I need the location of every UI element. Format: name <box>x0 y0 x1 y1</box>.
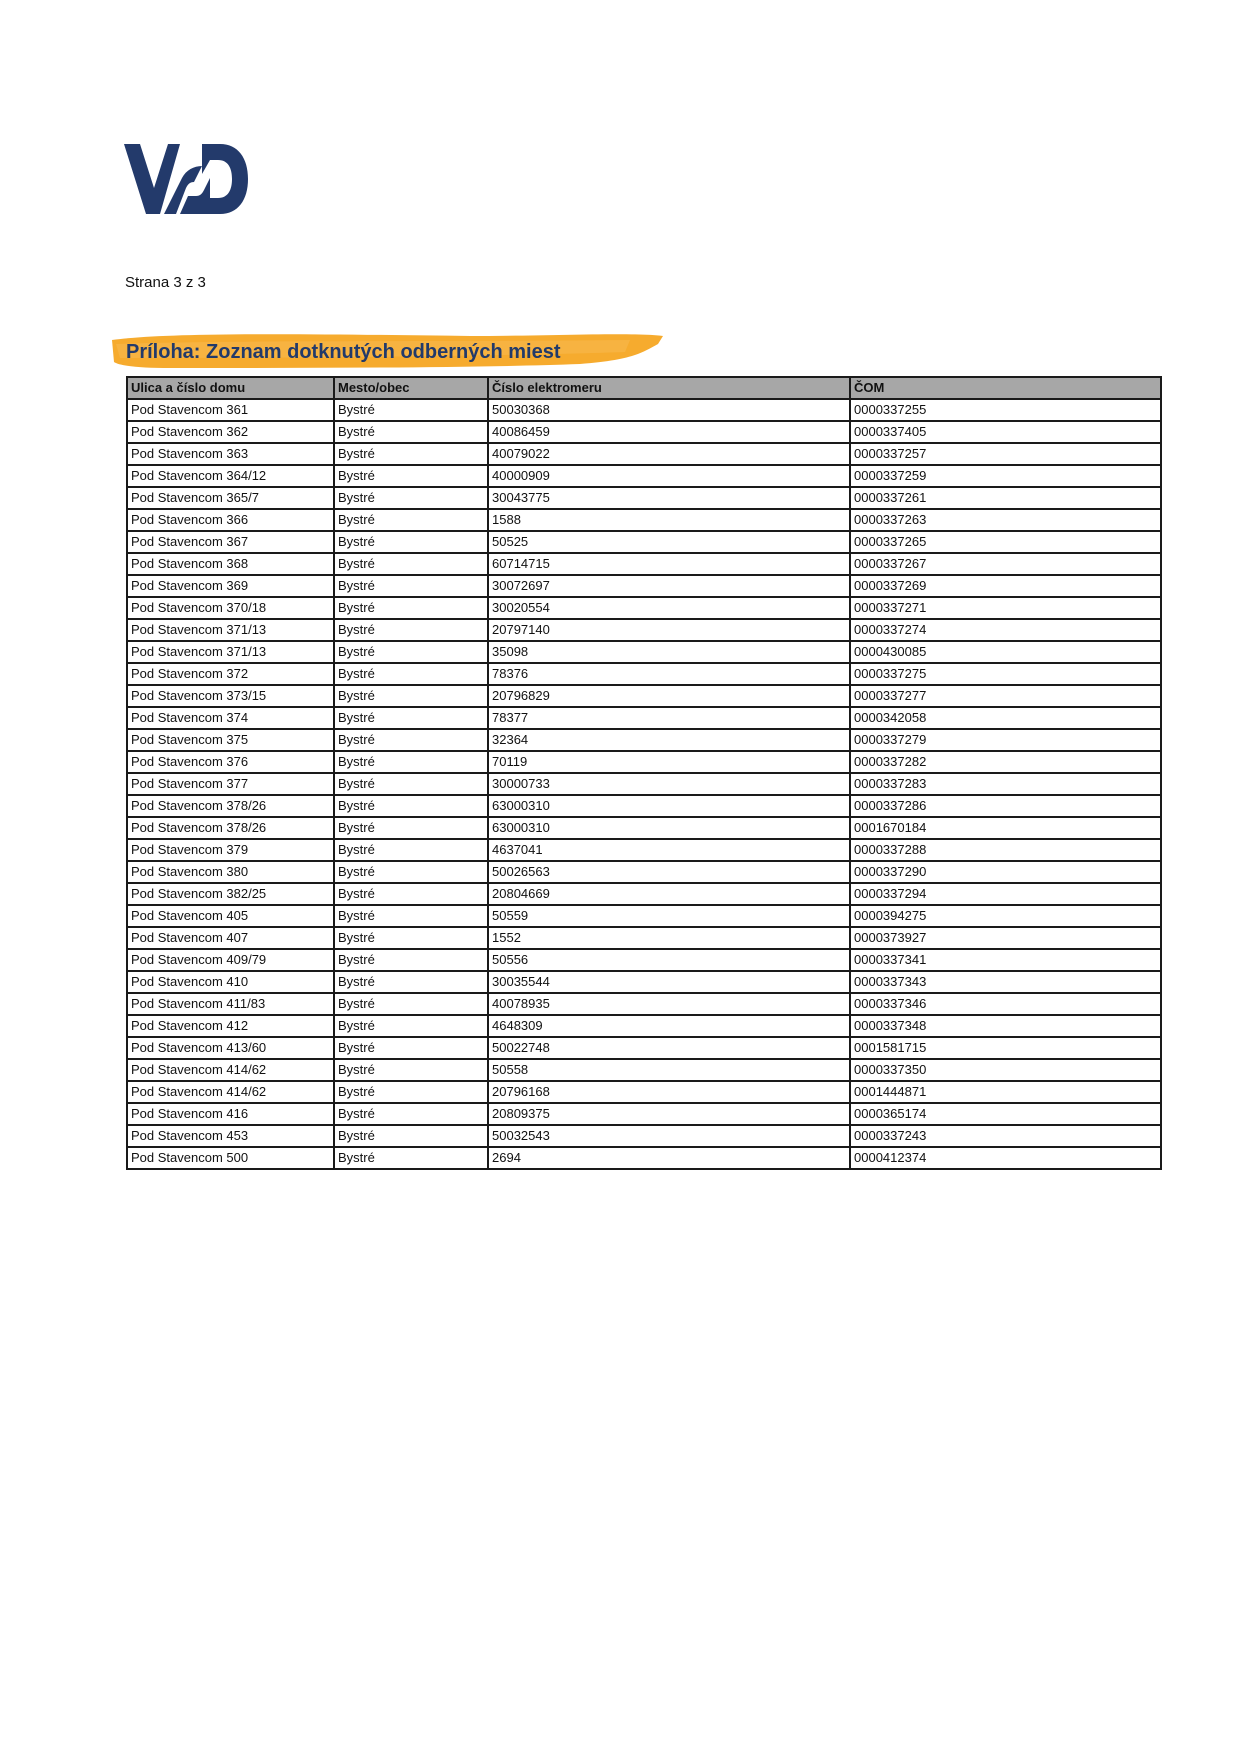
cell-city: Bystré <box>334 465 488 487</box>
cell-city: Bystré <box>334 443 488 465</box>
cell-street: Pod Stavencom 364/12 <box>127 465 334 487</box>
cell-com: 0000337269 <box>850 575 1161 597</box>
cell-com: 0001670184 <box>850 817 1161 839</box>
cell-com: 0000337261 <box>850 487 1161 509</box>
table-row <box>127 663 1161 685</box>
table-row <box>127 927 1161 949</box>
cell-com: 0000337346 <box>850 993 1161 1015</box>
cell-city: Bystré <box>334 971 488 993</box>
cell-com: 0000337265 <box>850 531 1161 553</box>
table-row <box>127 685 1161 707</box>
cell-meter-number: 20809375 <box>488 1103 850 1125</box>
cell-meter-number: 40000909 <box>488 465 850 487</box>
section-title-banner <box>110 330 665 370</box>
cell-com: 0000337255 <box>850 399 1161 421</box>
cell-meter-number: 50558 <box>488 1059 850 1081</box>
cell-city: Bystré <box>334 685 488 707</box>
cell-com: 0001581715 <box>850 1037 1161 1059</box>
cell-com: 0000337294 <box>850 883 1161 905</box>
cell-street: Pod Stavencom 361 <box>127 399 334 421</box>
cell-city: Bystré <box>334 1037 488 1059</box>
cell-meter-number: 78376 <box>488 663 850 685</box>
table-row <box>127 729 1161 751</box>
cell-city: Bystré <box>334 597 488 619</box>
cell-city: Bystré <box>334 905 488 927</box>
cell-com: 0000337279 <box>850 729 1161 751</box>
table-row <box>127 1081 1161 1103</box>
cell-meter-number: 30072697 <box>488 575 850 597</box>
cell-street: Pod Stavencom 369 <box>127 575 334 597</box>
table-row <box>127 641 1161 663</box>
table-row <box>127 487 1161 509</box>
cell-com: 0000337405 <box>850 421 1161 443</box>
cell-com: 0000337271 <box>850 597 1161 619</box>
cell-meter-number: 1552 <box>488 927 850 949</box>
cell-city: Bystré <box>334 817 488 839</box>
cell-street: Pod Stavencom 371/13 <box>127 619 334 641</box>
cell-com: 0000337267 <box>850 553 1161 575</box>
table-row <box>127 619 1161 641</box>
cell-street: Pod Stavencom 376 <box>127 751 334 773</box>
cell-street: Pod Stavencom 367 <box>127 531 334 553</box>
cell-com: 0000337277 <box>850 685 1161 707</box>
cell-street: Pod Stavencom 500 <box>127 1147 334 1169</box>
table-row <box>127 751 1161 773</box>
cell-meter-number: 30035544 <box>488 971 850 993</box>
cell-city: Bystré <box>334 619 488 641</box>
cell-com: 0000365174 <box>850 1103 1161 1125</box>
cell-com: 0000337348 <box>850 1015 1161 1037</box>
table-row <box>127 949 1161 971</box>
cell-city: Bystré <box>334 883 488 905</box>
table-row <box>127 1037 1161 1059</box>
table-row <box>127 597 1161 619</box>
cell-city: Bystré <box>334 575 488 597</box>
cell-street: Pod Stavencom 412 <box>127 1015 334 1037</box>
cell-meter-number: 40086459 <box>488 421 850 443</box>
cell-city: Bystré <box>334 399 488 421</box>
cell-com: 0000373927 <box>850 927 1161 949</box>
cell-city: Bystré <box>334 839 488 861</box>
cell-street: Pod Stavencom 368 <box>127 553 334 575</box>
table-header-row <box>127 377 1161 399</box>
column-header-street: Ulica a číslo domu <box>127 377 334 399</box>
table-row <box>127 883 1161 905</box>
cell-com: 0000394275 <box>850 905 1161 927</box>
cell-city: Bystré <box>334 663 488 685</box>
cell-meter-number: 20796168 <box>488 1081 850 1103</box>
cell-city: Bystré <box>334 1015 488 1037</box>
table-row <box>127 1147 1161 1169</box>
cell-meter-number: 20797140 <box>488 619 850 641</box>
cell-city: Bystré <box>334 1059 488 1081</box>
cell-com: 0000337257 <box>850 443 1161 465</box>
cell-street: Pod Stavencom 378/26 <box>127 795 334 817</box>
table-row <box>127 553 1161 575</box>
cell-meter-number: 4637041 <box>488 839 850 861</box>
cell-street: Pod Stavencom 380 <box>127 861 334 883</box>
table-row <box>127 509 1161 531</box>
cell-com: 0000337350 <box>850 1059 1161 1081</box>
cell-city: Bystré <box>334 993 488 1015</box>
cell-com: 0001444871 <box>850 1081 1161 1103</box>
cell-street: Pod Stavencom 413/60 <box>127 1037 334 1059</box>
column-header-city: Mesto/obec <box>334 377 488 399</box>
table-row <box>127 399 1161 421</box>
table-row <box>127 707 1161 729</box>
cell-meter-number: 35098 <box>488 641 850 663</box>
cell-city: Bystré <box>334 773 488 795</box>
cell-meter-number: 40078935 <box>488 993 850 1015</box>
cell-meter-number: 63000310 <box>488 817 850 839</box>
cell-street: Pod Stavencom 378/26 <box>127 817 334 839</box>
cell-street: Pod Stavencom 377 <box>127 773 334 795</box>
table-body <box>127 399 1161 1169</box>
table-row <box>127 839 1161 861</box>
cell-street: Pod Stavencom 362 <box>127 421 334 443</box>
cell-city: Bystré <box>334 927 488 949</box>
table-row <box>127 443 1161 465</box>
cell-com: 0000337282 <box>850 751 1161 773</box>
table-row <box>127 465 1161 487</box>
cell-street: Pod Stavencom 363 <box>127 443 334 465</box>
cell-street: Pod Stavencom 410 <box>127 971 334 993</box>
cell-street: Pod Stavencom 379 <box>127 839 334 861</box>
cell-street: Pod Stavencom 371/13 <box>127 641 334 663</box>
table-row <box>127 1103 1161 1125</box>
cell-meter-number: 32364 <box>488 729 850 751</box>
cell-meter-number: 1588 <box>488 509 850 531</box>
company-logo <box>124 144 248 214</box>
cell-street: Pod Stavencom 375 <box>127 729 334 751</box>
cell-meter-number: 30043775 <box>488 487 850 509</box>
cell-street: Pod Stavencom 411/83 <box>127 993 334 1015</box>
cell-meter-number: 50022748 <box>488 1037 850 1059</box>
cell-meter-number: 40079022 <box>488 443 850 465</box>
cell-street: Pod Stavencom 405 <box>127 905 334 927</box>
cell-street: Pod Stavencom 414/62 <box>127 1059 334 1081</box>
table-row <box>127 1059 1161 1081</box>
cell-com: 0000337263 <box>850 509 1161 531</box>
cell-street: Pod Stavencom 370/18 <box>127 597 334 619</box>
cell-city: Bystré <box>334 729 488 751</box>
section-title: Príloha: Zoznam dotknutých odberných miest <box>126 341 561 363</box>
cell-street: Pod Stavencom 372 <box>127 663 334 685</box>
cell-city: Bystré <box>334 421 488 443</box>
cell-com: 0000337243 <box>850 1125 1161 1147</box>
cell-city: Bystré <box>334 487 488 509</box>
cell-street: Pod Stavencom 382/25 <box>127 883 334 905</box>
cell-meter-number: 20796829 <box>488 685 850 707</box>
cell-city: Bystré <box>334 509 488 531</box>
cell-street: Pod Stavencom 373/15 <box>127 685 334 707</box>
vsd-logo-icon <box>124 144 248 214</box>
cell-city: Bystré <box>334 795 488 817</box>
cell-city: Bystré <box>334 553 488 575</box>
cell-street: Pod Stavencom 453 <box>127 1125 334 1147</box>
column-header-com: ČOM <box>850 377 1161 399</box>
cell-city: Bystré <box>334 531 488 553</box>
table-row <box>127 817 1161 839</box>
cell-meter-number: 78377 <box>488 707 850 729</box>
cell-com: 0000337288 <box>850 839 1161 861</box>
cell-com: 0000337283 <box>850 773 1161 795</box>
cell-meter-number: 4648309 <box>488 1015 850 1037</box>
cell-meter-number: 30020554 <box>488 597 850 619</box>
cell-com: 0000430085 <box>850 641 1161 663</box>
table-row <box>127 905 1161 927</box>
cell-com: 0000337286 <box>850 795 1161 817</box>
cell-com: 0000342058 <box>850 707 1161 729</box>
table-row <box>127 1015 1161 1037</box>
cell-meter-number: 60714715 <box>488 553 850 575</box>
cell-street: Pod Stavencom 414/62 <box>127 1081 334 1103</box>
cell-meter-number: 2694 <box>488 1147 850 1169</box>
cell-street: Pod Stavencom 407 <box>127 927 334 949</box>
table-row <box>127 795 1161 817</box>
table-row <box>127 421 1161 443</box>
cell-com: 0000337259 <box>850 465 1161 487</box>
cell-city: Bystré <box>334 1103 488 1125</box>
cell-street: Pod Stavencom 374 <box>127 707 334 729</box>
table-row <box>127 531 1161 553</box>
column-header-meter-number: Číslo elektromeru <box>488 377 850 399</box>
cell-street: Pod Stavencom 416 <box>127 1103 334 1125</box>
cell-city: Bystré <box>334 861 488 883</box>
cell-meter-number: 70119 <box>488 751 850 773</box>
cell-street: Pod Stavencom 409/79 <box>127 949 334 971</box>
cell-city: Bystré <box>334 707 488 729</box>
cell-meter-number: 50559 <box>488 905 850 927</box>
cell-city: Bystré <box>334 1125 488 1147</box>
cell-com: 0000412374 <box>850 1147 1161 1169</box>
cell-city: Bystré <box>334 641 488 663</box>
table-row <box>127 971 1161 993</box>
table-row <box>127 861 1161 883</box>
cell-meter-number: 20804669 <box>488 883 850 905</box>
cell-city: Bystré <box>334 1147 488 1169</box>
table-row <box>127 575 1161 597</box>
cell-com: 0000337274 <box>850 619 1161 641</box>
cell-street: Pod Stavencom 365/7 <box>127 487 334 509</box>
cell-com: 0000337290 <box>850 861 1161 883</box>
cell-meter-number: 63000310 <box>488 795 850 817</box>
cell-city: Bystré <box>334 949 488 971</box>
metering-points-table <box>126 376 1162 1170</box>
table-row <box>127 773 1161 795</box>
cell-meter-number: 30000733 <box>488 773 850 795</box>
table-row <box>127 1125 1161 1147</box>
cell-meter-number: 50030368 <box>488 399 850 421</box>
cell-com: 0000337343 <box>850 971 1161 993</box>
cell-meter-number: 50026563 <box>488 861 850 883</box>
cell-meter-number: 50556 <box>488 949 850 971</box>
cell-meter-number: 50525 <box>488 531 850 553</box>
page-indicator: Strana 3 z 3 <box>125 274 206 291</box>
cell-street: Pod Stavencom 366 <box>127 509 334 531</box>
cell-com: 0000337341 <box>850 949 1161 971</box>
cell-com: 0000337275 <box>850 663 1161 685</box>
cell-city: Bystré <box>334 751 488 773</box>
cell-meter-number: 50032543 <box>488 1125 850 1147</box>
table-row <box>127 993 1161 1015</box>
cell-city: Bystré <box>334 1081 488 1103</box>
